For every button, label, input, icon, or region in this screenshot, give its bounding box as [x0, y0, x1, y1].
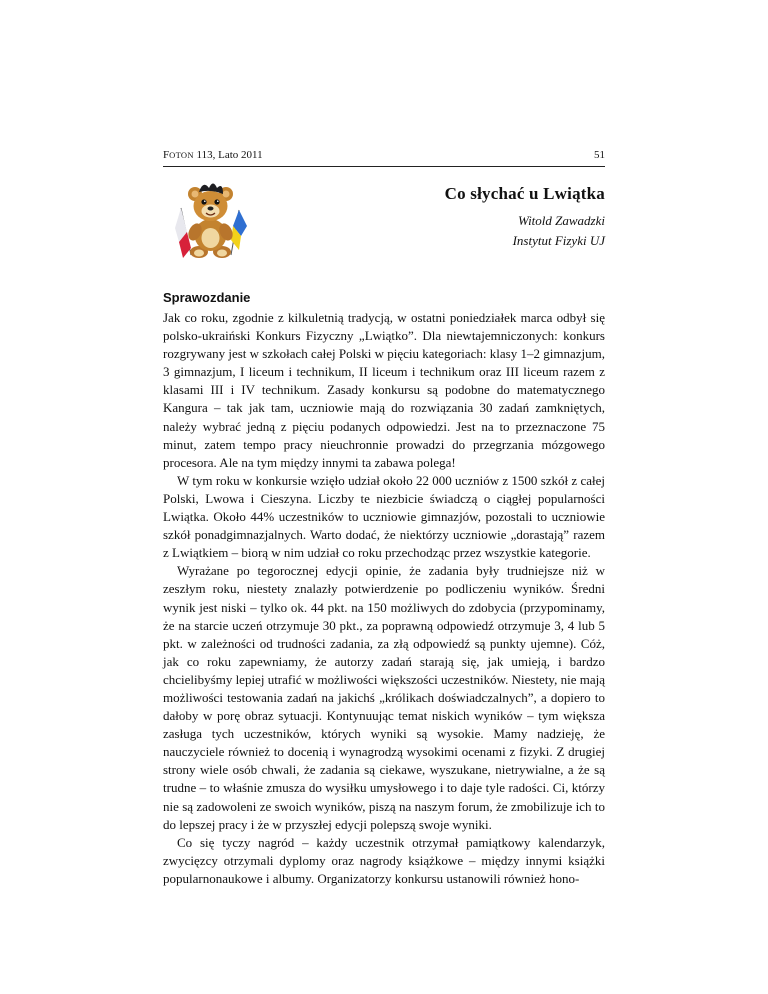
- paragraph: Jak co roku, zgodnie z kilkuletnią tradycją, w ostatni poniedziałek marca odbył się polsko-ukraiński Konkurs Fizyczny „Lwiątko”. Dla niewtajemniczonych: konkurs rozgrywany jest w szkołach całej Polski w pięciu kategoriach: klasy 1–2 gimnazjum, 3 gimnazjum, I liceum i technikum, II liceum i technikum oraz III liceum razem z klasami III i IV technikum. Zasady konkursu są podobne do matematycznego Kangura – tak jak tam, uczniowie mają do rozwiązania 30 zadań zamkniętych, należy wybrać jedną z pięciu podanych odpowiedzi. Jest na to przeznaczone 75 minut, zatem tempo pracy nieuchronnie prowadzi do przegrzania mózgowego procesora. Ale na tym między innymi ta zabawa polega!: [163, 310, 605, 470]
- journal-name: [163, 149, 263, 161]
- bear-mascot-icon: [173, 180, 248, 260]
- journal-name-rest: OTON: [169, 150, 194, 160]
- article-title: Co słychać u Lwiątka: [444, 184, 605, 203]
- section-heading: Sprawozdanie: [163, 290, 251, 305]
- issue-info: 113, Lato 2011: [193, 149, 263, 161]
- author-affiliation: Instytut Fizyki UJ: [512, 233, 605, 248]
- paragraph: Co się tyczy nagród – każdy uczestnik otrzymał pamiątkowy kalendarzyk, zwycięzcy otrzymali dyplomy oraz nagrody książkowe – między innymi książki popularnonaukowe i albumy. Organizatorzy konkursu ustanowili również hono-: [163, 834, 605, 886]
- journal-initial: F: [163, 149, 170, 161]
- article-body: [163, 309, 605, 888]
- paragraph: W tym roku w konkursie wzięło udział około 22 000 uczniów z 1500 szkół z całej Polski, Lwowa i Cieszyna. Liczby te niezbicie świadczą o ciągłej popularności Lwiątka. Około 44% uczestników to uczniowie gimnazjów, pozostali to uczniowie szkół ponadgimnazjalnych. Warto dodać, że niektórzy uczniowie „dorastają” razem z Lwiątkiem – biorą w nim udział co roku przechodząc przez wszystkie kategorie.: [163, 472, 605, 561]
- page-number: 51: [594, 149, 605, 161]
- article-author: Witold Zawadzki: [517, 213, 605, 228]
- paragraph: Wyrażane po tegorocznej edycji opinie, że zadania były trudniejsze niż w zeszłym roku, niestety znalazły potwierdzenie po podliczeniu wyników. Średni wynik jest niski – tylko ok. 44 pkt. na 150 możliwych do zdobycia (przypominamy, że na starcie uczeń otrzymuje 30 pkt., za poprawną odpowiedź otrzymuje 3, 4 lub 5 pkt. w zależności od trudności zadania, za złą odpowiedź są punkty ujemne). Cóż, jak co roku zapewniamy, że autorzy zadań starają się, jak umieją, i bardzo chcielibyśmy lepiej utrafić w możliwości większości uczestników. Niestety, nie mają możliwości testowania zadań na jakichś „królikach doświadczalnych”, a dopiero to dałoby w porę obraz sytuacji. Kontynuując temat niskich wyników – tym większa zasługa tych uczestników, których wyniki są wysokie. Mamy nadzieję, że nauczyciele również to docenią i wynagrodzą wysokimi ocenami z fizyki. Z drugiej strony wiele osób chwali, że zadania są ciekawe, wyszukane, nietrywialne, a że są trudne – to właśnie zmusza do wysiłku umysłowego i to daje tyle radości. Ci, którzy nie są zadowoleni ze swoich wyników, piszą na naszym forum, że zmobilizuje ich to do lepszej pracy i że w przyszłej edycji polepszą swoje wyniki.: [163, 563, 605, 832]
- running-head: [163, 148, 605, 167]
